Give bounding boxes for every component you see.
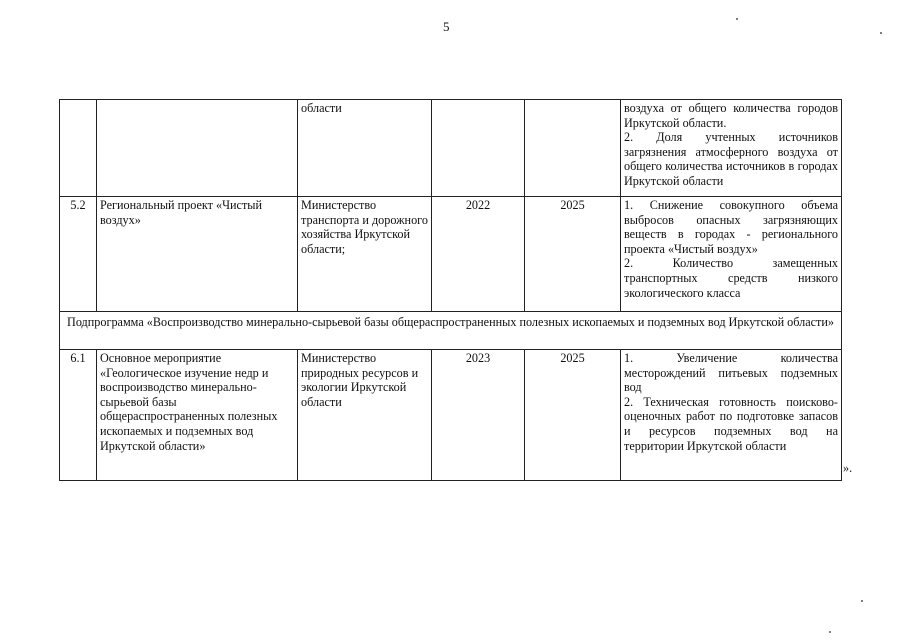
end-year: 2025 [525, 197, 621, 312]
start-year: 2022 [432, 197, 525, 312]
activity-name: Региональный проект «Чистый воздух» [97, 197, 298, 312]
scan-speck [829, 631, 831, 633]
end-year: 2025 [525, 350, 621, 481]
executor-cell: Министерство транспорта и дорожного хозяйства Иркутской области; [298, 197, 432, 312]
indicator-text: 1. Снижение совокупного объема выбросов опасных загрязняющих веществ в городах - регионального проекта «Чистый воздух» [624, 198, 838, 256]
program-table [59, 99, 842, 481]
indicator-text: воздуха от общего количества городов Иркутской области. [624, 101, 838, 130]
table-row [60, 100, 842, 197]
start-year [432, 100, 525, 197]
activity-name: Основное мероприятие «Геологическое изучение недр и воспроизводство минерально-сырьевой базы общераспространенных полезных ископаемых и подземных вод Иркутской области» [97, 350, 298, 481]
scan-speck [880, 32, 882, 34]
scan-speck [861, 600, 863, 602]
indicators-cell [621, 197, 842, 312]
indicator-text: 2. Техническая готовность поисково-оценочных работ по подготовке запасов и ресурсов подземных вод на территории Иркутской области [624, 394, 838, 453]
row-number: 5.2 [60, 197, 97, 312]
table-row [60, 350, 842, 481]
indicator-text: 2. Количество замещенных транспортных средств низкого экологического класса [624, 256, 838, 300]
row-number: 6.1 [60, 350, 97, 481]
subprogram-title: Подпрограмма «Воспроизводство минерально-сырьевой базы общераспространенных полезных ископаемых и подземных вод Иркутской области» [60, 312, 842, 350]
closing-quote: ». [843, 461, 853, 475]
indicator-text: 1. Увеличение количества месторождений питьевых подземных вод [624, 351, 838, 395]
indicator-text: 2. Доля учтенных источников загрязнения атмосферного воздуха от общего количества источников в городах Иркутской области [624, 130, 838, 188]
executor-cell: области [298, 100, 432, 197]
row-number [60, 100, 97, 197]
indicators-cell [621, 350, 842, 481]
start-year: 2023 [432, 350, 525, 481]
table-row [60, 197, 842, 312]
scan-speck [736, 18, 738, 20]
indicators-cell [621, 100, 842, 197]
page-number: 5 [443, 19, 450, 34]
end-year [525, 100, 621, 197]
subprogram-row [60, 312, 842, 350]
executor-cell: Министерство природных ресурсов и экологии Иркутской области [298, 350, 432, 481]
activity-name [97, 100, 298, 197]
